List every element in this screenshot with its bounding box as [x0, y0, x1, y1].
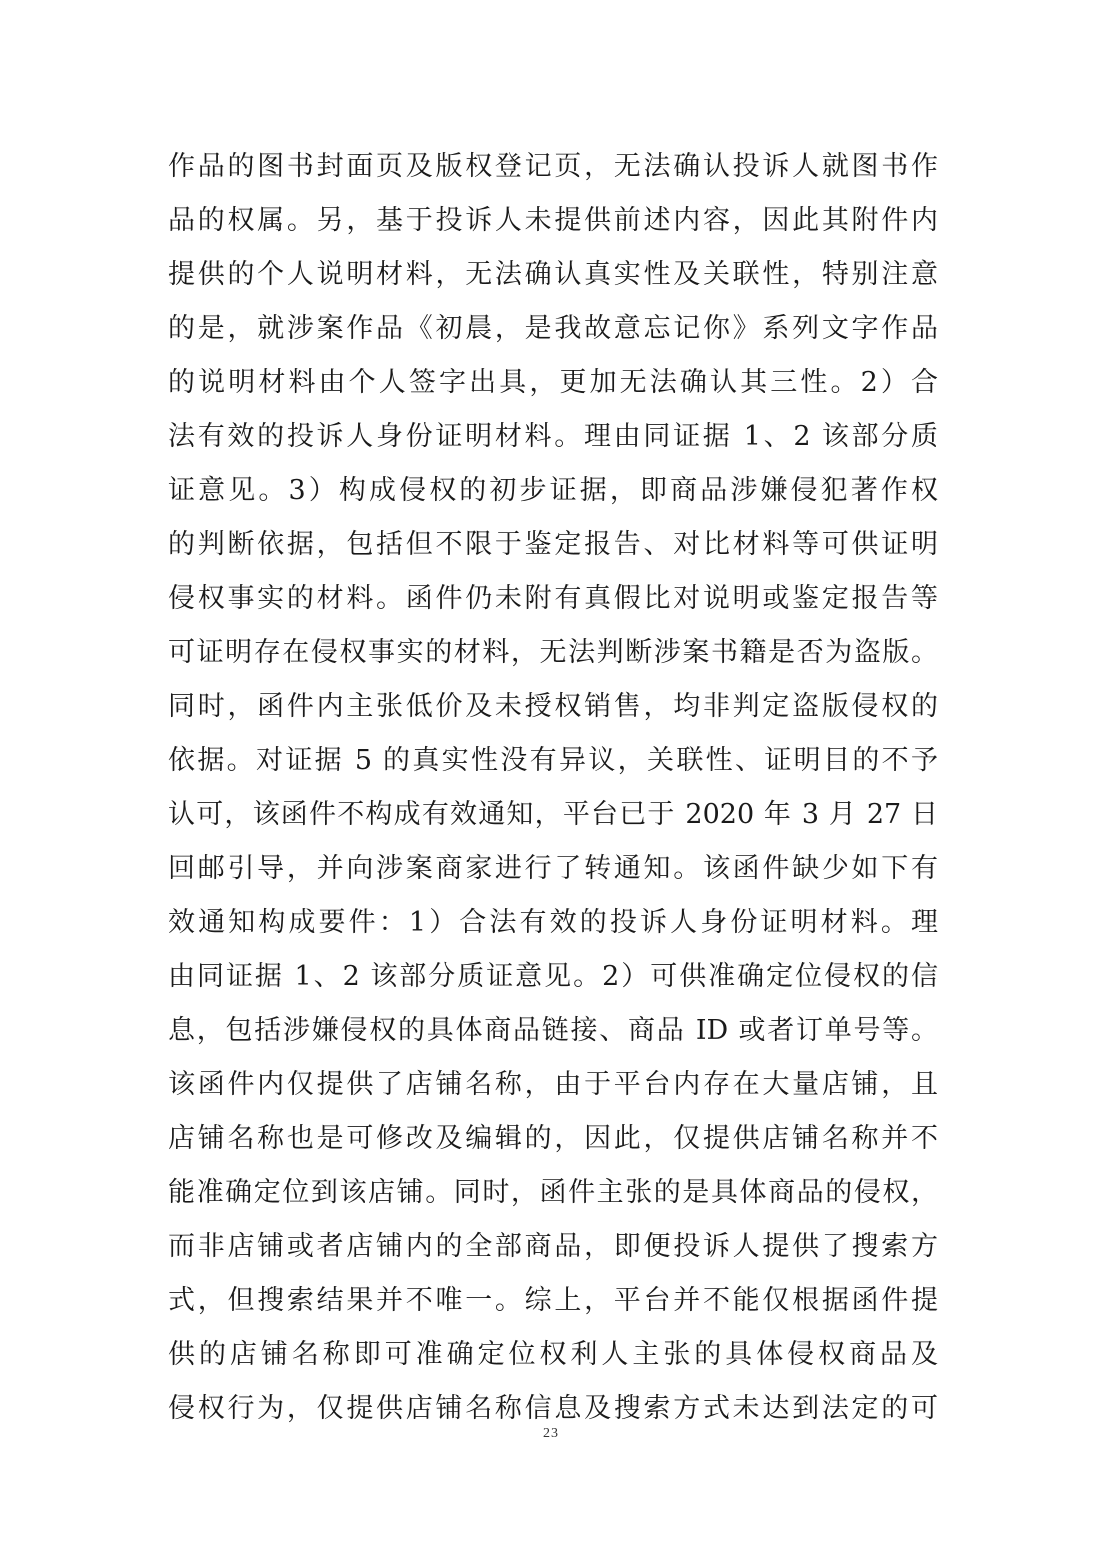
text-line: 的是，就涉案作品《初晨，是我故意忘记你》系列文字作品: [168, 313, 938, 344]
body-text: [168, 140, 938, 1436]
page-number: 23: [543, 1426, 559, 1441]
text-line: 依据。对证据 5 的真实性没有异议，关联性、证明目的不予: [168, 745, 938, 776]
text-line: 而非店铺或者店铺内的全部商品，即便投诉人提供了搜索方: [168, 1231, 938, 1262]
text-line: 同时，函件内主张低价及未授权销售，均非判定盗版侵权的: [168, 691, 938, 722]
text-line: 的判断依据，包括但不限于鉴定报告、对比材料等可供证明: [168, 529, 938, 560]
text-line: 侵权行为，仅提供店铺名称信息及搜索方式未达到法定的可: [168, 1393, 938, 1424]
text-line: 息，包括涉嫌侵权的具体商品链接、商品 ID 或者订单号等。: [168, 1015, 938, 1046]
text-line: 回邮引导，并向涉案商家进行了转通知。该函件缺少如下有: [168, 853, 938, 884]
text-line: 效通知构成要件：1）合法有效的投诉人身份证明材料。理: [168, 907, 938, 938]
text-line: 侵权事实的材料。函件仍未附有真假比对说明或鉴定报告等: [168, 583, 938, 614]
text-line: 证意见。3）构成侵权的初步证据，即商品涉嫌侵犯著作权: [168, 475, 938, 506]
text-line: 能准确定位到该店铺。同时，函件主张的是具体商品的侵权，: [168, 1177, 938, 1208]
text-line: 由同证据 1、2 该部分质证意见。2）可供准确定位侵权的信: [168, 961, 938, 992]
text-line: 品的权属。另，基于投诉人未提供前述内容，因此其附件内: [168, 205, 938, 236]
text-line: 认可，该函件不构成有效通知，平台已于 2020 年 3 月 27 日: [168, 799, 938, 830]
text-line: 的说明材料由个人签字出具，更加无法确认其三性。2）合: [168, 367, 938, 398]
text-line: 店铺名称也是可修改及编辑的，因此，仅提供店铺名称并不: [168, 1123, 938, 1154]
text-line: 式，但搜索结果并不唯一。综上，平台并不能仅根据函件提: [168, 1285, 938, 1316]
text-line: 可证明存在侵权事实的材料，无法判断涉案书籍是否为盗版。: [168, 637, 938, 668]
text-line: 供的店铺名称即可准确定位权利人主张的具体侵权商品及: [168, 1339, 938, 1370]
text-line: 法有效的投诉人身份证明材料。理由同证据 1、2 该部分质: [168, 421, 938, 452]
text-line: 该函件内仅提供了店铺名称，由于平台内存在大量店铺，且: [168, 1069, 938, 1100]
text-line: 提供的个人说明材料，无法确认真实性及关联性，特别注意: [168, 259, 938, 290]
text-line: 作品的图书封面页及版权登记页，无法确认投诉人就图书作: [168, 151, 938, 182]
